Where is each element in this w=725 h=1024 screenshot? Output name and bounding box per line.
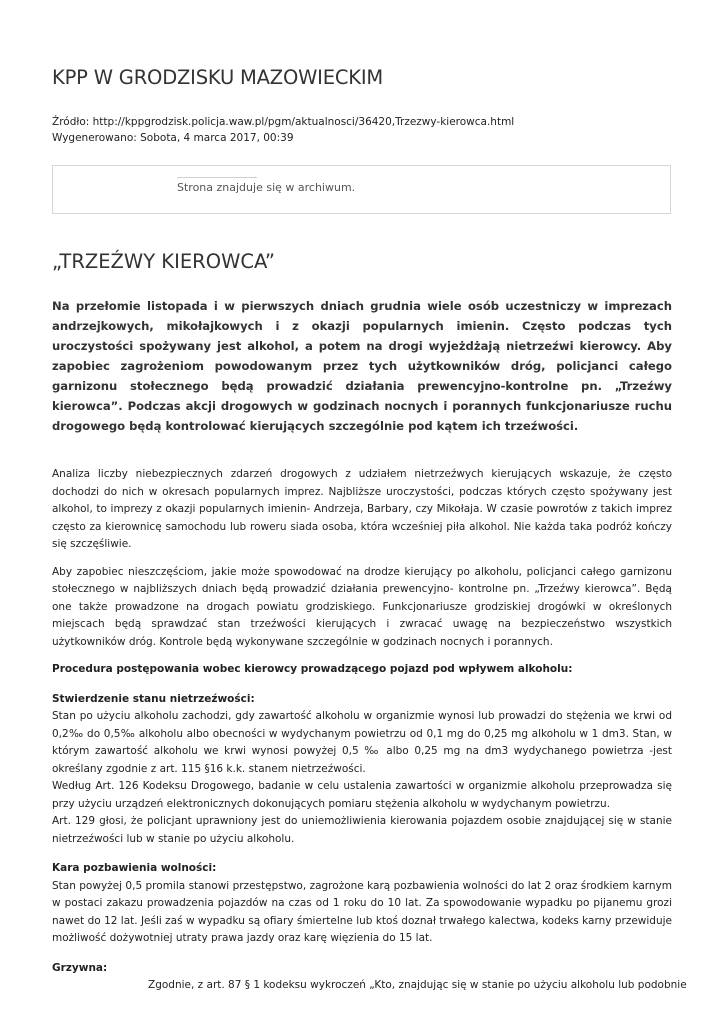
source-url: Źródło: http://kppgrodzisk.policja.waw.pl/pgm/aktualnosci/36420,Trzezwy-kierowca.html <box>52 116 515 128</box>
section-imprisonment <box>52 860 672 948</box>
article-paragraph-1: Analiza liczby niebezpiecznych zdarzeń drogowych z udziałem nietrzeźwych kierujących wskazuje, że często dochodzi do nich w okresach popularnych imprez. Najbliższe uroczystości, podczas których często spożywany jest alkohol, to imprezy z okazji popularnych imienin- Andrzeja, Barbary, czy Mikołaja. W czasie powrotów z takich imprez często za kierownicę samochodu lub roweru siada osoba, która wcześniej piła alkohol. Nie każda taka podróż kończy się szczęśliwie. <box>52 468 672 550</box>
site-title: KPP W GRODZISKU MAZOWIECKIM <box>52 66 384 89</box>
section-sobriety-text-3: Art. 129 głosi, że policjant uprawniony jest do uniemożliwienia kierowania pojazdem osobie znajdującej się w stanie nietrzeźwości lub w stanie po użyciu alkoholu. <box>52 815 672 845</box>
section-sobriety <box>52 691 672 849</box>
section-fine-heading: Grzywna: <box>52 961 108 974</box>
section-fine <box>52 960 687 995</box>
archive-notice: Strona znajduje się w archiwum. <box>177 181 356 194</box>
section-sobriety-heading: Stwierdzenie stanu nietrzeźwości: <box>52 692 255 705</box>
section-sobriety-text-2: Według Art. 126 Kodeksu Drogowego, badanie w celu ustalenia zawartości w organizmie alkoholu przeprowadza się przy użyciu urządzeń elektronicznych dokonujących pomiaru stężenia alkoholu w wydychanym powietrzu. <box>52 780 672 810</box>
section-fine-text: Zgodnie, z art. 87 § 1 kodeksu wykroczeń „Kto, znajdując się w stanie po użyciu alkoholu lub podobnie <box>148 979 687 991</box>
archive-notice-box <box>52 165 671 214</box>
article-paragraph-2: Aby zapobiec nieszczęściom, jakie może spowodować na drodze kierujący po alkoholu, policjanci całego garnizonu stołecznego w najbliższych dniach będą prowadzić działania prewencyjno- kontrolne pn. „Trzeźwy kierowca”. Będą one także prowadzone na drogach powiatu grodziskiego. Funkcjonariusze grodziskiej drogówki w określonych miejscach będą sprawdzać stan trzeźwości kierujących i zwracać uwagę na bezpieczeństwo wszystkich użytkowników dróg. Kontrole będą wykonywane szczególnie w godzinach nocnych i porannych. <box>52 565 672 648</box>
archive-divider <box>177 177 257 178</box>
article-title: „TRZEŹWY KIEROWCA” <box>52 250 275 273</box>
procedure-heading: Procedura postępowania wobec kierowcy prowadzącego pojazd pod wpływem alkoholu: <box>52 663 573 675</box>
section-imprisonment-heading: Kara pozbawienia wolności: <box>52 862 217 874</box>
article-lead: Na przełomie listopada i w pierwszych dniach grudnia wiele osób uczestniczy w imprezach andrzejkowych, mikołajkowych i z okazji popularnych imienin. Często podczas tych uroczystości spożywany jest alkohol, a potem na drogi wyjeżdżają nietrzeźwi kierowcy. Aby zapobiec zagrożeniom powodowanym przez tych użytkowników dróg, policjanci całego garnizonu stołecznego będą prowadzić działania prewencyjno-kontrolne pn. „Trzeźwy kierowca”. Podczas akcji drogowych w godzinach nocnych i porannych funkcjonariusze ruchu drogowego będą kontrolować kierujących szczególnie pod kątem ich trzeźwości. <box>52 299 672 433</box>
article-content <box>52 296 687 1007</box>
section-imprisonment-text: Stan powyżej 0,5 promila stanowi przestępstwo, zagrożone karą pozbawienia wolności do lat 2 oraz środkiem karnym w postaci zakazu prowadzenia pojazdów na czas od 1 roku do 10 lat. Za spowodowanie wypadku po pijanemu grozi nawet do 12 lat. Jeśli zaś w wypadku są ofiary śmiertelne lub ktoś doznał trwałego kalectwa, kodeks karny przewiduje możliwość dożywotniej utraty prawa jazdy oraz karę więzienia do 15 lat. <box>52 879 672 944</box>
document-meta <box>52 114 514 146</box>
generated-date: Wygenerowano: Sobota, 4 marca 2017, 00:39 <box>52 132 294 144</box>
section-sobriety-text-1: Stan po użyciu alkoholu zachodzi, gdy zawartość alkoholu w organizmie wynosi lub prowadzi do stężenia we krwi od 0,2‰ do 0,5‰ alkoholu albo obecności w wydychanym powietrzu od 0,1 mg do 0,25 mg alkoholu w 1 dm3. Stan, w którym zawartość alkoholu we krwi wynosi powyżej 0,5 ‰ albo 0,25 mg na dm3 wydychanego powietrza -jest określany zgodnie z art. 115 §16 k.k. stanem nietrzeźwości. <box>52 710 672 775</box>
